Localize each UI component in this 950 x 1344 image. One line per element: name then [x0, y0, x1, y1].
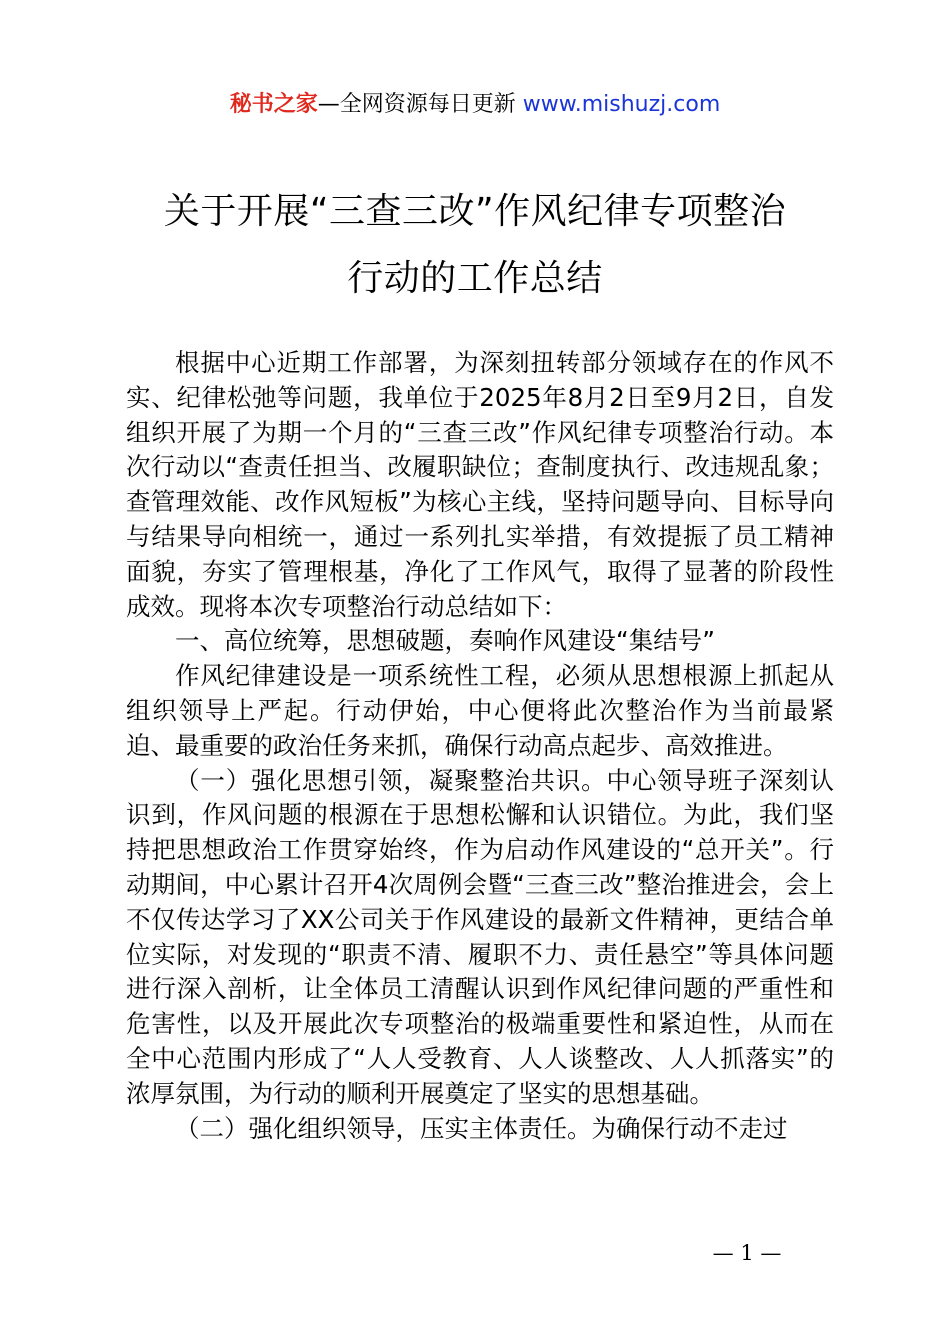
section-1-paragraph: 作风纪律建设是一项系统性工程，必须从思想根源上抓起从组织领导上严起。行动伊始，中心便将此次整治作为当前最紧迫、最重要的政治任务来抓，确保行动高点起步、高效推进。 — [126, 661, 834, 760]
header-tagline: —全网资源每日更新 — [317, 92, 523, 117]
site-url-link[interactable]: www.mishuzj.com — [522, 92, 721, 117]
subsection-2-paragraph: （二）强化组织领导，压实主体责任。为确保行动不走过 — [175, 1113, 788, 1143]
subsection-1-paragraph: （一）强化思想引领，凝聚整治共识。中心领导班子深刻认识到，作风问题的根源在于思想松懈和认识错位。为此，我们坚持把思想政治工作贯穿始终，作为启动作风建设的“总开关”。行动期间，中心累计召开4次周例会暨“三查三改”整治推进会，会上不仅传达学习了XX公司关于作风建设的最新文件精神，更结合单位实际，对发现的“职责不清、履职不力、责任悬空”等具体问题进行深入剖析，让全体员工清醒认识到作风纪律问题的严重性和危害性，以及开展此次专项整治的极端重要性和紧迫性，从而在全中心范围内形成了“人人受教育、人人谈整改、人人抓落实”的浓厚氛围，为行动的顺利开展奠定了坚实的思想基础。 — [126, 765, 834, 1108]
site-header — [0, 88, 950, 122]
page-number: — 1 — — [712, 1241, 782, 1265]
document-title-line-2: 行动的工作总结 — [347, 258, 603, 299]
document-title-line-1: 关于开展“三查三改”作风纪律专项整治 — [163, 191, 787, 232]
brand-name: 秘书之家 — [229, 92, 318, 117]
document-body — [126, 346, 834, 1146]
intro-paragraph: 根据中心近期工作部署，为深刻扭转部分领域存在的作风不实、纪律松弛等问题，我单位于2025年8月2日至9月2日，自发组织开展了为期一个月的“三查三改”作风纪律专项整治行动。本次行动以“查责任担当、改履职缺位；查制度执行、改违规乱象；查管理效能、改作风短板”为核心主线，坚持问题导向、目标导向与结果导向相统一，通过一系列扎实举措，有效提振了员工精神面貌，夯实了管理根基，净化了工作风气，取得了显著的阶段性成效。现将本次专项整治行动总结如下： — [126, 348, 834, 621]
section-heading-1: 一、高位统筹，思想破题，奏响作风建设“集结号” — [175, 626, 715, 656]
